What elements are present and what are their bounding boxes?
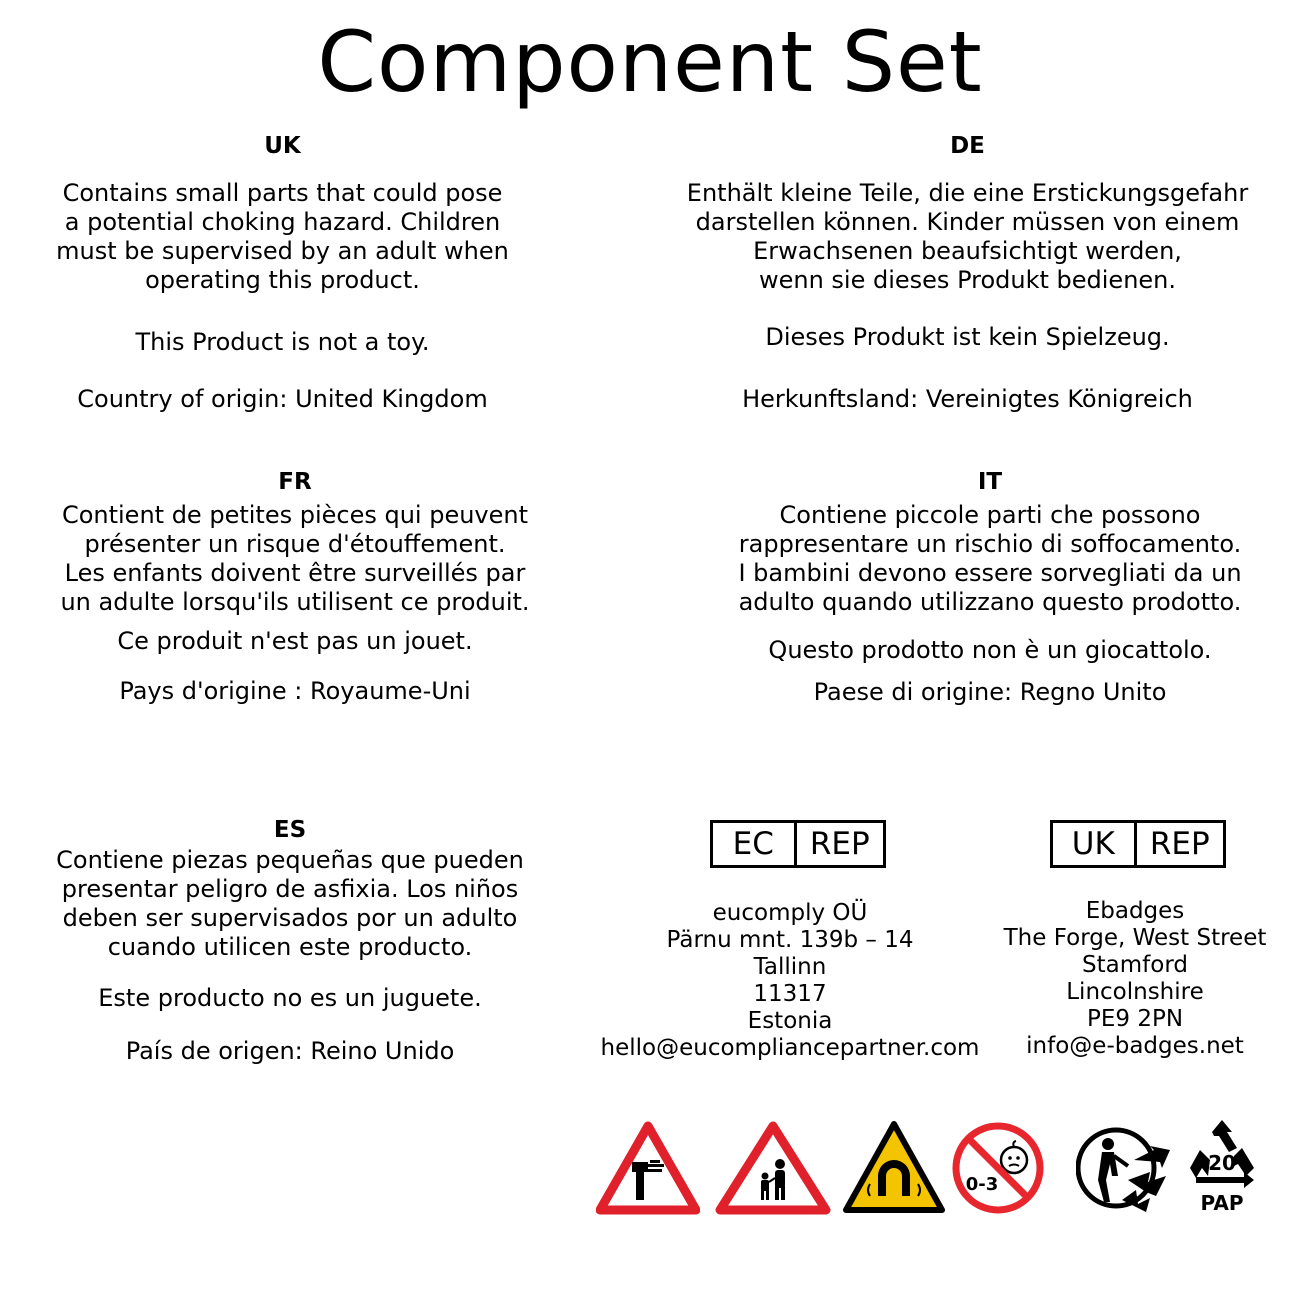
it-not-toy: Questo prodotto non è un giocattolo. (768, 636, 1212, 664)
de-not-toy: Dieses Produkt ist kein Spielzeug. (765, 323, 1170, 351)
age-label: 0-3 (965, 1174, 999, 1195)
it-line-3: I bambini devono essere sorvegliati da un (738, 559, 1242, 587)
es-line-4: cuando utilicen este producto. (107, 933, 473, 961)
de-heading: DE (950, 133, 985, 159)
fr-origin: Pays d'origine : Royaume-Uni (119, 677, 471, 705)
fr-line-3: Les enfants doivent être surveillés par (64, 559, 526, 587)
uk-rep-street: The Forge, West Street (1003, 925, 1267, 951)
it-heading: IT (977, 469, 1003, 495)
fr-line-1: Contient de petites pièces qui peuvent (61, 501, 529, 529)
es-line-3: deben ser supervisados por un adulto (62, 904, 518, 932)
fr-not-toy: Ce produit n'est pas un jouet. (117, 627, 473, 655)
uk-rep-address (1000, 898, 1270, 1060)
fr-heading: FR (278, 469, 312, 495)
de-line-2: darstellen können. Kinder müssen von einem (695, 208, 1240, 236)
it-line-1: Contiene piccole parti che possono (779, 501, 1201, 529)
uk-rep-postcode: PE9 2PN (1086, 1006, 1184, 1032)
page-title: Component Set (317, 13, 983, 111)
uk-rep-company: Ebadges (1085, 898, 1185, 924)
fr-line-4: un adulte lorsqu'ils utilisent ce produit. (60, 588, 530, 616)
ec-rep-country: Estonia (747, 1008, 833, 1034)
uk-heading: UK (264, 133, 301, 159)
not-suitable-0-3-icon (950, 1120, 1046, 1216)
uk-section (20, 132, 545, 414)
uk-rep-box-left: UK (1053, 823, 1137, 865)
it-section (695, 468, 1285, 707)
de-section (650, 132, 1285, 414)
it-line-2: rappresentare un rischio di soffocamento. (738, 530, 1242, 558)
es-section (15, 816, 565, 1066)
de-origin: Herkunftsland: Vereinigtes Königreich (742, 385, 1193, 413)
de-line-3: Erwachsenen beaufsichtigt werden, (753, 237, 1182, 265)
uk-rep-town: Stamford (1082, 952, 1188, 978)
ec-rep-email: hello@eucompliancepartner.com (600, 1035, 980, 1061)
ec-rep-postcode: 11317 (753, 981, 827, 1007)
ec-rep-box-left: EC (713, 823, 797, 865)
uk-rep-box (1050, 820, 1226, 868)
recycle-pap-20-icon (1182, 1118, 1262, 1218)
es-not-toy: Este producto no es un juguete. (98, 984, 482, 1012)
ec-rep-city: Tallinn (753, 954, 827, 980)
ec-rep-street: Pärnu mnt. 139b – 14 (666, 927, 914, 953)
ec-rep-company: eucomply OÜ (712, 900, 868, 926)
uk-line-4: operating this product. (145, 266, 420, 294)
it-origin: Paese di origine: Regno Unito (813, 678, 1167, 706)
es-line-1: Contiene piezas pequeñas que pueden (56, 846, 524, 874)
uk-not-toy: This Product is not a toy. (135, 328, 430, 356)
uk-rep-email: info@e-badges.net (1026, 1033, 1244, 1059)
uk-line-2: a potential choking hazard. Children (64, 208, 501, 236)
small-parts-warning-icon (596, 1120, 700, 1216)
supervision-warning-icon (714, 1120, 832, 1216)
es-heading: ES (273, 817, 307, 843)
fr-section (20, 468, 570, 706)
uk-rep-county: Lincolnshire (1066, 979, 1204, 1005)
ec-rep-box (710, 820, 886, 868)
recycle-number: 20 (1208, 1151, 1236, 1175)
uk-origin: Country of origin: United Kingdom (77, 385, 488, 413)
tidyman-recycle-icon (1076, 1120, 1176, 1216)
uk-line-3: must be supervised by an adult when (56, 237, 509, 265)
es-origin: País de origen: Reino Unido (125, 1037, 455, 1065)
de-line-4: wenn sie dieses Produkt bedienen. (758, 266, 1177, 294)
magnet-warning-icon (840, 1118, 948, 1216)
it-line-4: adulto quando utilizzano questo prodotto. (738, 588, 1242, 616)
uk-rep-box-right: REP (1149, 826, 1210, 862)
uk-line-1: Contains small parts that could pose (62, 179, 503, 207)
es-line-2: presentar peligro de asfixia. Los niños (61, 875, 519, 903)
recycle-label: PAP (1200, 1191, 1244, 1215)
fr-line-2: présenter un risque d'étouffement. (84, 530, 506, 558)
de-line-1: Enthält kleine Teile, die eine Erstickungsgefahr (686, 179, 1249, 207)
ec-rep-box-right: REP (809, 826, 870, 862)
ec-rep-address (580, 900, 1000, 1062)
